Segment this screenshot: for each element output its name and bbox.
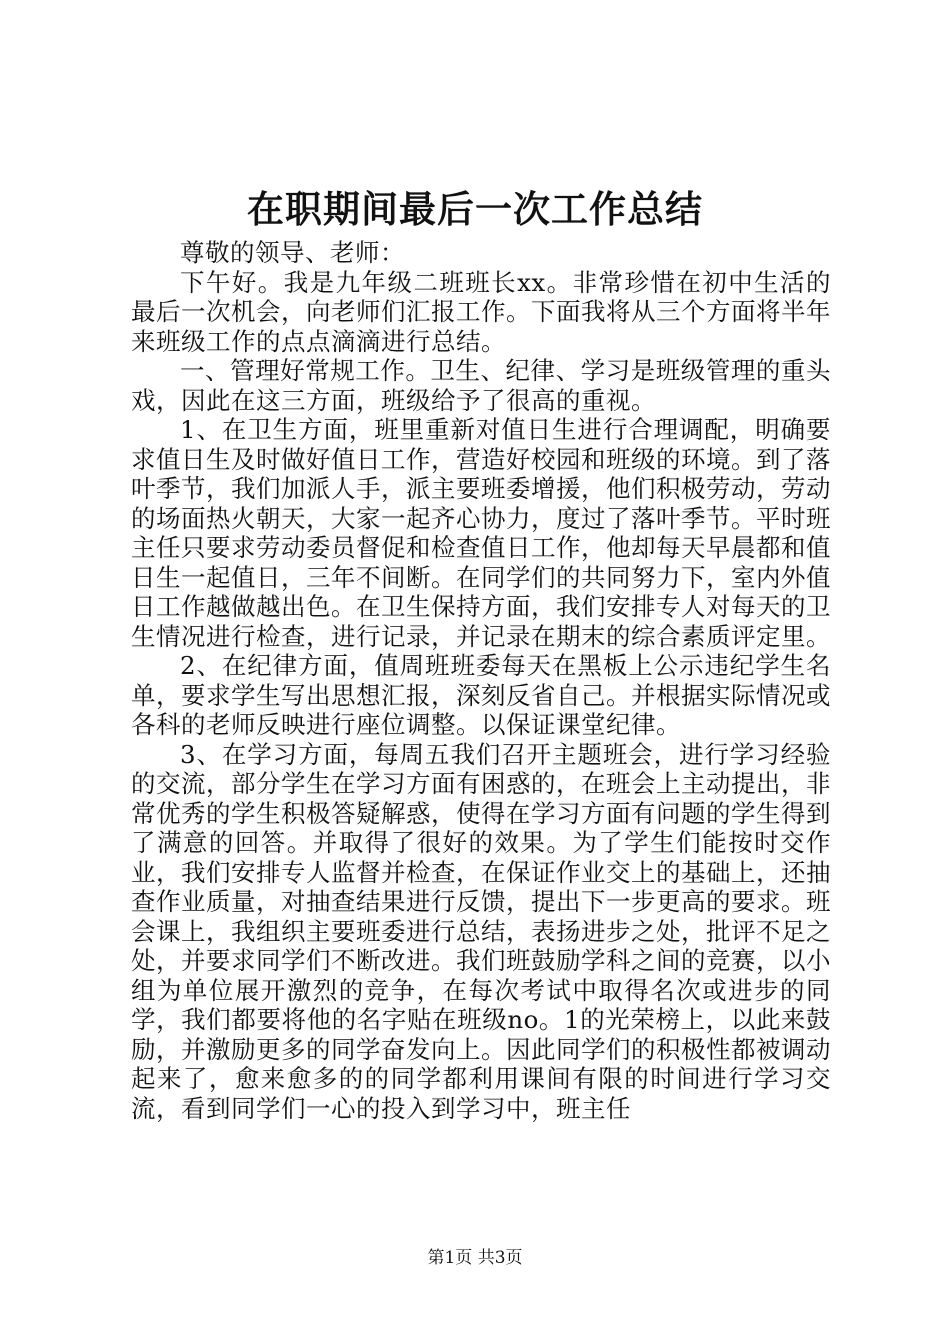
document-body [131,238,831,1123]
page-number-footer: 第1页 共3页 [427,1248,523,1268]
section-one-heading-paragraph: 一、管理好常规工作。卫生、纪律、学习是班级管理的重头戏，因此在这三方面，班级给予了很高的重视。 [131,356,831,415]
greeting-paragraph: 下午好。我是九年级二班班长xx。非常珍惜在初中生活的最后一次机会，向老师们汇报工作。下面我将从三个方面将半年来班级工作的点点滴滴进行总结。 [131,267,831,356]
discipline-paragraph: 2、在纪律方面，值周班班委每天在黑板上公示违纪学生名单，要求学生写出思想汇报，深刻反省自己。并根据实际情况或各科的老师反映进行座位调整。以保证课堂纪律。 [131,651,831,739]
hygiene-paragraph: 1、在卫生方面，班里重新对值日生进行合理调配，明确要求值日生及时做好值日工作，营造好校园和班级的环境。到了落叶季节，我们加派人手，派主要班委增援，他们积极劳动，劳动的场面热火朝天，大家一起齐心协力，度过了落叶季节。平时班主任只要求劳动委员督促和检查值日工作，他却每天早晨都和值日生一起值日，三年不间断。在同学们的共同努力下，室内外值日工作越做越出色。在卫生保持方面，我们安排专人对每天的卫生情况进行检查，进行记录，并记录在期末的综合素质评定里。 [131,415,831,651]
study-paragraph: 3、在学习方面，每周五我们召开主题班会，进行学习经验的交流，部分学生在学习方面有困惑的，在班会上主动提出，非常优秀的学生积极答疑解惑，使得在学习方面有问题的学生得到了满意的回答。并取得了很好的效果。为了学生们能按时交作业，我们安排专人监督并检查，在保证作业交上的基础上，还抽查作业质量，对抽查结果进行反馈，提出下一步更高的要求。班会课上，我组织主要班委进行总结，表扬进步之处，批评不足之处，并要求同学们不断改进。我们班鼓励学科之间的竞赛，以小组为单位展开激烈的竞争，在每次考试中取得名次或进步的同学，我们都要将他的名字贴在班级no。1的光荣榜上，以此来鼓励，并激励更多的同学奋发向上。因此同学们的积极性都被调动起来了，愈来愈多的的同学都利用课间有限的时间进行学习交流，看到同学们一心的投入到学习中，班主任 [131,739,831,1123]
document-title: 在职期间最后一次工作总结 [247,187,703,231]
salutation-paragraph: 尊敬的领导、老师： [180,238,405,267]
